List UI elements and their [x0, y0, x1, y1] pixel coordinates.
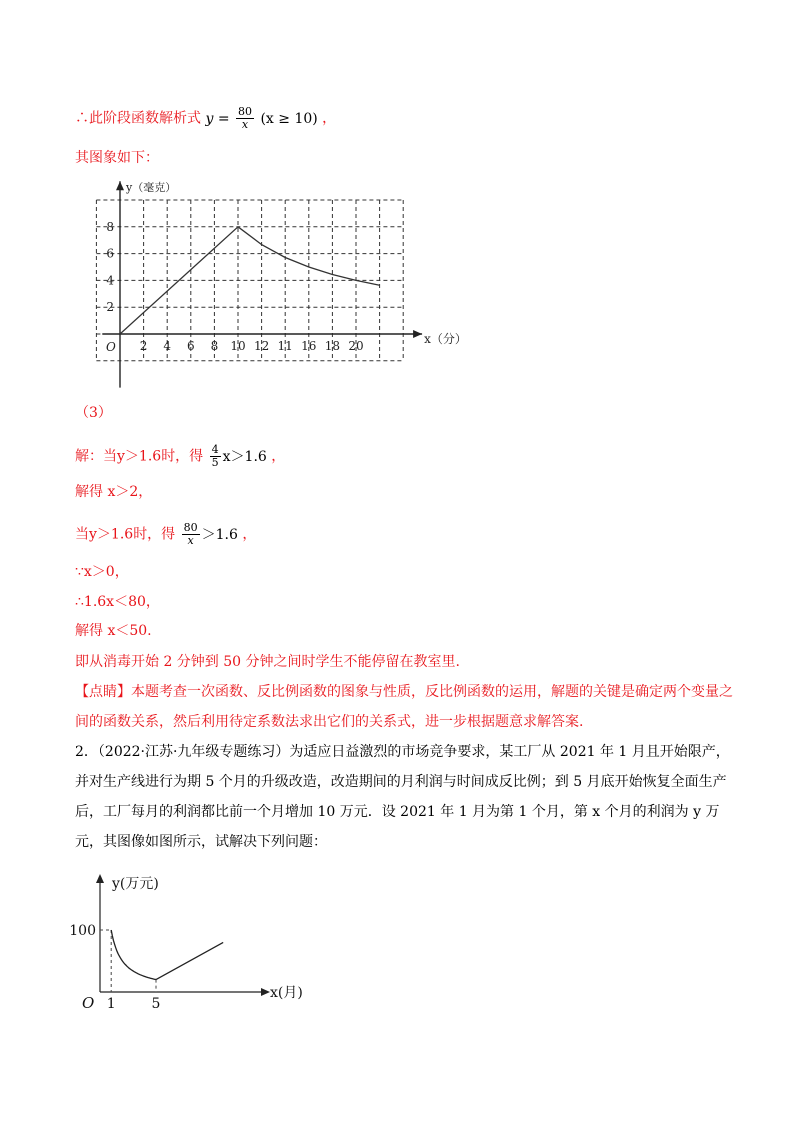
- part3-l1-math: [208, 443, 272, 469]
- comment-tag: 【点睛】: [75, 684, 131, 700]
- x-tick-label: 16: [301, 339, 317, 353]
- part3-line4: ∵x＞0，: [75, 564, 129, 580]
- formula-fraction: [236, 106, 254, 131]
- part3-l3-fraction: [182, 522, 200, 547]
- y-tick-label: 6: [106, 246, 114, 261]
- question-2: 2．（2022·江苏·九年级专题练习）为适应日益激烈的市场竞争要求，某工厂从 2021 年 1 月且开始限产，并对生产线进行为期 5 个月的升级改造，改造期间的月利润与时间成反比例；到 5 月底开始恢复全面生产后，工厂每月的利润都比前一个月增加 10 万元．设 2021 年 1 月为第 1 个月，第 x 个月的利润为 y 万元，其图像如图所示，试解决下列问题：: [75, 744, 730, 850]
- part3-line2: 解得 x＞2，: [75, 484, 153, 500]
- part3-l1-fraction: [210, 444, 221, 469]
- part3-l1-mid: 时，得: [161, 448, 204, 465]
- x-tick-label: 10: [230, 339, 246, 353]
- part3-l3-num: 80: [183, 521, 198, 534]
- series-inverse-curve: [111, 930, 156, 980]
- x-tick-label: 8: [210, 339, 219, 353]
- y-axis-label: y(万元): [112, 876, 159, 892]
- y-axis-arrow: [116, 181, 124, 190]
- fraction-numerator: 80: [238, 105, 252, 118]
- series-line-1: [120, 227, 238, 334]
- part3-l1-num: 4: [211, 443, 219, 456]
- comment-text: 本题考查一次函数、反比例函数的图象与性质，反比例函数的运用，解题的关键是确定两个变量之间的函数关系，然后利用待定系数法求出它们的关系式，进一步根据题意求解答案.: [75, 684, 733, 730]
- part3-l3-end: ，: [242, 526, 257, 543]
- part3-l1-pre: 解：当: [75, 448, 117, 465]
- x-axis-label: x（分）: [424, 332, 467, 346]
- formula-line: [75, 106, 336, 131]
- x-tick-label: 18: [324, 339, 341, 353]
- formula-prefix: ∴此阶段函数解析式: [75, 110, 201, 127]
- x-axis-arrow: [413, 330, 422, 338]
- y-tick-label: 8: [106, 219, 114, 234]
- part3-l3-mid: 时，得: [133, 526, 176, 543]
- part3-line3: [75, 522, 256, 547]
- y-tick-label: 2: [106, 300, 114, 315]
- y-axis-label: y（毫克）: [126, 181, 177, 194]
- series-linear: [156, 942, 223, 979]
- x-tick-label: 1: [106, 996, 116, 1012]
- graph-1-series: [120, 227, 380, 334]
- formula-suffix: ，: [322, 110, 337, 127]
- x-tick-label: 20: [348, 339, 364, 353]
- x-axis-arrow: [261, 988, 270, 996]
- y-tick-label: 100: [69, 923, 96, 939]
- formula-lhs: y =: [205, 110, 230, 127]
- graph-2-axes: [96, 874, 270, 996]
- formula-condition: (x ≥ 10): [260, 110, 318, 127]
- graph-1: [90, 178, 467, 388]
- x-tick-label: 12: [253, 339, 270, 353]
- part3-l1-den: 5: [211, 456, 219, 469]
- x-tick-label: 2: [139, 339, 148, 353]
- x-tick-label: 11: [277, 339, 293, 353]
- fraction-denominator: x: [241, 118, 249, 131]
- x-axis-label: x(月): [270, 985, 303, 1001]
- part3-label: （3）: [75, 405, 112, 421]
- graph-2-series: [111, 930, 223, 980]
- part3-line1: [75, 444, 285, 469]
- x-tick-label: 4: [163, 339, 172, 353]
- x-tick-label: 5: [151, 996, 161, 1012]
- part3-l3-den: x: [187, 534, 194, 547]
- part3-l1-cond: y＞1.6: [117, 448, 162, 465]
- origin-label: O: [82, 994, 95, 1012]
- part3-l3-pre: 当: [75, 526, 89, 543]
- comment-block: [75, 677, 735, 737]
- x-tick-label: 6: [186, 339, 195, 353]
- part3-l3-cond: y＞1.6: [89, 526, 134, 543]
- graph-intro: 其图象如下：: [75, 150, 159, 166]
- y-tick-label: 4: [106, 273, 114, 288]
- origin-label: O: [106, 340, 116, 354]
- formula-math: [205, 105, 322, 131]
- part3-l3-math: [180, 521, 243, 547]
- part3-l1-end: ，: [271, 448, 286, 465]
- graph-2: [70, 870, 330, 1020]
- part3-line6: 解得 x＜50.: [75, 623, 152, 639]
- part3-l1-tail: x＞1.6: [222, 448, 267, 465]
- graph-1-labels: [106, 180, 467, 354]
- part3-l3-tail: ＞1.6: [201, 526, 238, 543]
- part3-line5: ∴1.6x＜80，: [75, 594, 160, 610]
- part3-line7: 即从消毒开始 2 分钟到 50 分钟之间时学生不能停留在教室里.: [75, 654, 460, 670]
- y-axis-arrow: [96, 874, 104, 883]
